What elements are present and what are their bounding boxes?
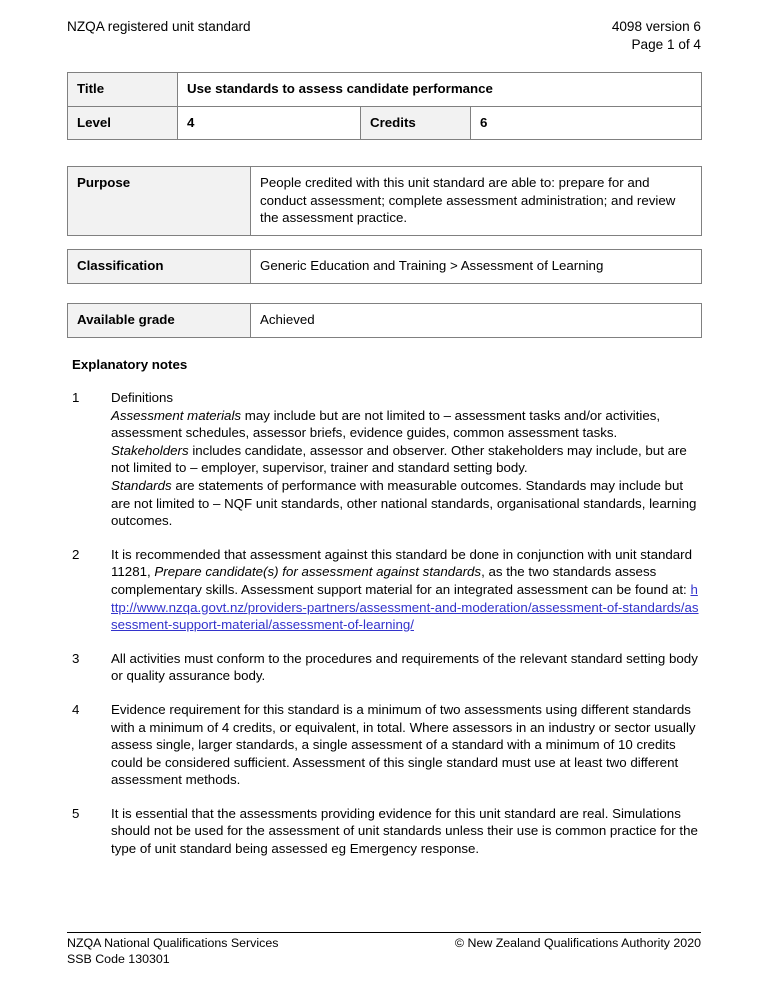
note-body <box>111 389 701 530</box>
explanatory-notes-heading: Explanatory notes <box>72 357 188 372</box>
footer-copyright: © New Zealand Qualifications Authority 2020 <box>454 936 701 950</box>
available-grade-value: Achieved <box>251 304 702 338</box>
list-item <box>72 701 701 789</box>
header-left-text: NZQA registered unit standard <box>67 19 251 34</box>
credits-label: Credits <box>361 106 471 140</box>
list-item <box>72 389 701 530</box>
level-value: 4 <box>178 106 361 140</box>
purpose-table <box>67 166 702 236</box>
level-label: Level <box>68 106 178 140</box>
note-definition-standards <box>111 477 701 530</box>
classification-table <box>67 249 702 284</box>
credits-value: 6 <box>471 106 702 140</box>
note-definition-stakeholders <box>111 442 701 477</box>
note-definition-assessment-materials <box>111 407 701 442</box>
note-number: 3 <box>72 650 80 666</box>
title-label: Title <box>68 73 178 107</box>
footer-divider <box>67 932 701 933</box>
note-body <box>111 701 701 789</box>
definition-text: are statements of performance with measurable outcomes. Standards may include but are not limited to – NQF unit standards, other national standards, organisational standards, learning outcomes. <box>111 477 697 529</box>
note-text-part-a: It is recommended that assessment against this standard be done in conjunction with unit standard 11281, <box>111 546 692 580</box>
title-table <box>67 72 702 140</box>
assessment-support-material-link[interactable]: http://www.nzqa.govt.nz/providers-partners/assessment-and-moderation/assessment-of-standards/assessment-support-material/assessment-of-learning/ <box>111 581 699 633</box>
note-body <box>111 650 701 685</box>
note-body <box>111 805 701 858</box>
classification-label: Classification <box>68 250 251 284</box>
available-grade-label: Available grade <box>68 304 251 338</box>
footer-left-block <box>67 936 278 967</box>
page-number: Page 1 of 4 <box>631 37 701 52</box>
document-header <box>67 18 701 54</box>
table-row-title <box>68 73 702 107</box>
table-row-classification <box>68 250 702 284</box>
title-value: Use standards to assess candidate performance <box>178 73 702 107</box>
note-text: Evidence requirement for this standard is a minimum of two assessments using different standards with a minimum of 4 credits, or equivalent, in total. Where assessors in an industry or sector usually assess single, larger standards, a single assessment of a standard with a minimum of 10 credits could be considered sufficient. Assessment of this single standard must use at least two different assessment methods. <box>111 701 696 788</box>
purpose-label: Purpose <box>68 167 251 236</box>
footer-organisation: NZQA National Qualifications Services <box>67 936 279 950</box>
definition-text: includes candidate, assessor and observer. Other stakeholders may include, but are not limited to – employer, supervisor, trainer and standard setting body. <box>111 442 687 476</box>
list-item <box>72 546 701 634</box>
footer-ssb-code: SSB Code 130301 <box>67 951 170 966</box>
table-row-level-credits <box>68 106 702 140</box>
list-item <box>72 650 701 685</box>
note-number: 2 <box>72 546 80 562</box>
header-right-block <box>612 18 701 54</box>
table-row-purpose <box>68 167 702 236</box>
definition-term: Assessment materials <box>111 407 242 423</box>
table-row-available-grade <box>68 304 702 338</box>
definition-term: Standards <box>111 477 172 493</box>
definition-text: may include but are not limited to – assessment tasks and/or activities, assessment schedules, assessor briefs, evidence guides, common assessment tasks. <box>111 407 661 441</box>
note-number: 5 <box>72 805 80 821</box>
note-definitions-heading: Definitions <box>111 390 174 405</box>
note-number: 4 <box>72 701 80 717</box>
note-text: All activities must conform to the procedures and requirements of the relevant standard setting body or quality assurance body. <box>111 650 698 684</box>
classification-value: Generic Education and Training > Assessment of Learning <box>251 250 702 284</box>
purpose-value: People credited with this unit standard are able to: prepare for and conduct assessment; complete assessment administration; and review the assessment practice. <box>251 167 702 236</box>
referenced-standard-title: Prepare candidate(s) for assessment against standards <box>154 564 482 580</box>
definition-term: Stakeholders <box>111 442 189 458</box>
note-body <box>111 546 701 634</box>
standard-version: 4098 version 6 <box>611 19 701 34</box>
available-grade-table <box>67 303 702 338</box>
list-item <box>72 805 701 858</box>
explanatory-notes-list <box>72 389 701 874</box>
document-footer <box>67 936 701 967</box>
note-number: 1 <box>72 390 80 405</box>
note-text: It is essential that the assessments providing evidence for this unit standard are real. Simulations should not be used for the assessment of unit standards unless their use is common practice for the type of unit standard being assessed eg Emergency response. <box>111 805 698 857</box>
note-text-part-b: , as the two standards assess complementary skills. Assessment support material for an integrated assessment can be found at: <box>111 564 691 597</box>
note-text <box>111 546 701 634</box>
